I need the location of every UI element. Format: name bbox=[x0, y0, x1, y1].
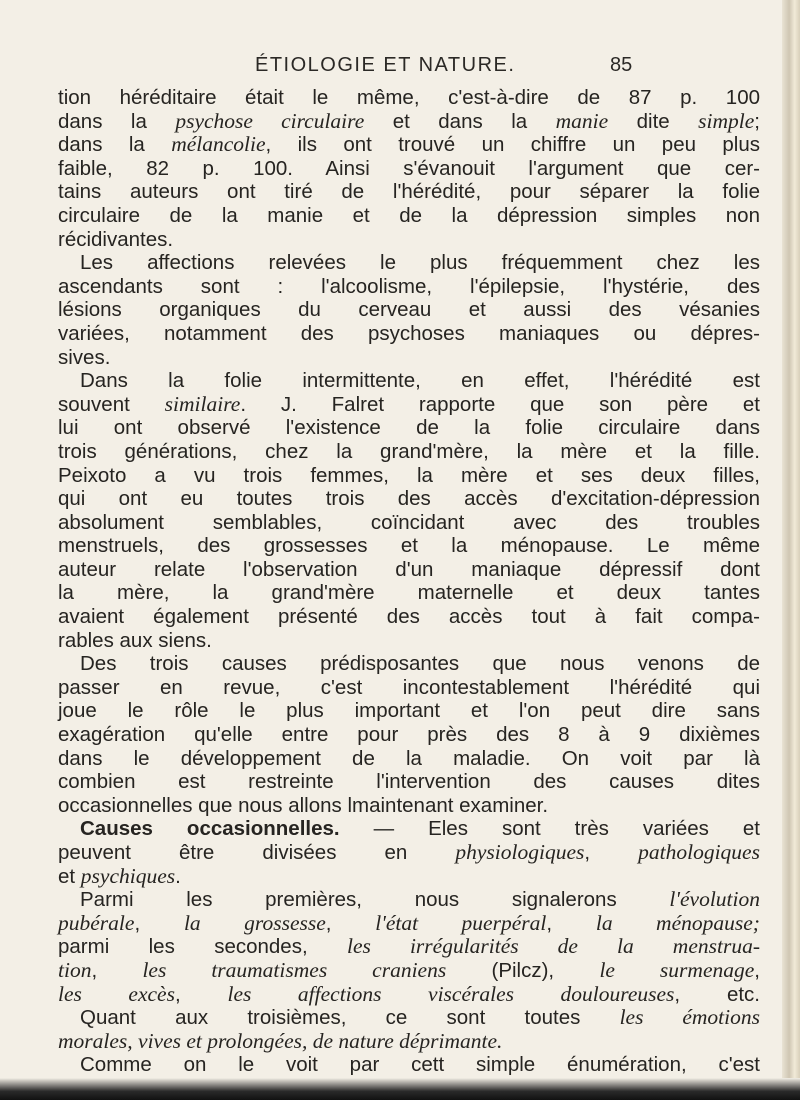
text-segment: Dans la folie intermittente, en effet, l'hérédité est bbox=[80, 369, 760, 393]
text-line bbox=[58, 440, 760, 464]
text-line bbox=[58, 180, 760, 204]
text-line bbox=[58, 369, 760, 393]
text-segment: dans la bbox=[58, 109, 176, 133]
italic-text: mélancolie bbox=[171, 132, 266, 157]
page-number: 85 bbox=[610, 54, 633, 76]
text-segment: absolument semblables, coïncidant avec des troubles bbox=[58, 510, 760, 534]
italic-text: pathologiques bbox=[638, 840, 760, 864]
text-line bbox=[58, 204, 760, 228]
text-segment: , bbox=[754, 958, 760, 982]
text-line bbox=[58, 1006, 760, 1030]
text-line bbox=[58, 251, 760, 275]
text-line bbox=[58, 1053, 760, 1077]
text-segment: Des trois causes prédisposantes que nous venons de bbox=[80, 652, 760, 676]
text-line bbox=[58, 794, 760, 818]
text-line bbox=[58, 983, 760, 1007]
text-segment: passer en revue, c'est incontestablement l'hérédité qui bbox=[58, 675, 760, 699]
text-segment: combien est restreinte l'intervention des causes dites bbox=[58, 770, 760, 794]
text-segment: — Eles sont très variées et bbox=[339, 817, 761, 841]
text-segment: et dans la bbox=[364, 109, 556, 133]
text-line bbox=[58, 464, 760, 488]
text-line bbox=[58, 1030, 760, 1054]
body-text bbox=[58, 86, 760, 1077]
italic-text: similaire bbox=[164, 391, 241, 416]
text-line bbox=[58, 888, 760, 912]
text-segment: occasionnelles que nous allons lmaintenant examiner. bbox=[58, 793, 549, 817]
page-edge-shadow bbox=[782, 0, 800, 1100]
italic-text: morales, vives et prolongées, de nature déprimante. bbox=[58, 1028, 503, 1053]
text-segment: faible, 82 p. 100. Ainsi s'évanouit l'argument que cer- bbox=[58, 156, 760, 180]
text-line bbox=[58, 416, 760, 440]
text-line bbox=[58, 865, 760, 889]
italic-text: les excès bbox=[58, 981, 175, 1006]
text-segment: circulaire de la manie et de la dépression simples non bbox=[58, 203, 760, 227]
text-segment: souvent bbox=[58, 392, 165, 416]
text-segment: sives. bbox=[58, 345, 111, 369]
text-line bbox=[58, 747, 760, 771]
text-line bbox=[58, 652, 760, 676]
text-line bbox=[58, 959, 760, 983]
text-segment: rables aux siens. bbox=[58, 628, 212, 652]
text-line bbox=[58, 581, 760, 605]
italic-text: l'évolution bbox=[669, 887, 760, 912]
text-line bbox=[58, 723, 760, 747]
italic-text: simple bbox=[698, 108, 755, 133]
italic-text: pubérale bbox=[58, 910, 135, 935]
text-line bbox=[58, 699, 760, 723]
text-segment: . J. Falret rapporte que son père et bbox=[240, 392, 760, 416]
text-segment: Quant aux troisièmes, ce sont toutes bbox=[80, 1006, 620, 1030]
italic-text: les affections viscérales douloureuses bbox=[227, 981, 675, 1006]
text-segment: , etc. bbox=[674, 982, 760, 1006]
text-line bbox=[58, 487, 760, 511]
text-segment: , bbox=[325, 911, 376, 935]
text-line bbox=[58, 935, 760, 959]
italic-text: l'état puerpéral bbox=[375, 910, 547, 935]
text-segment: , ils ont trouvé un chiffre un peu plus bbox=[265, 133, 760, 157]
text-line bbox=[58, 841, 760, 865]
text-segment: lui ont observé l'existence de la folie circulaire dans bbox=[58, 416, 760, 440]
page-bottom-shadow bbox=[0, 1078, 800, 1100]
text-segment: ; bbox=[754, 109, 760, 133]
text-line bbox=[58, 393, 760, 417]
italic-text: les irrégularités de la menstrua- bbox=[347, 934, 760, 959]
running-header bbox=[0, 50, 800, 80]
text-segment: Les affections relevées le plus fréquemment chez les bbox=[80, 251, 760, 275]
text-line bbox=[58, 275, 760, 299]
text-line bbox=[58, 629, 760, 653]
text-segment: variées, notamment des psychoses maniaques ou dépres- bbox=[58, 321, 760, 345]
text-line bbox=[58, 558, 760, 582]
text-segment: ascendants sont : l'alcoolisme, l'épilepsie, l'hystérie, des bbox=[58, 274, 760, 298]
italic-text: la ménopause; bbox=[595, 910, 760, 935]
italic-text: psychose circulaire bbox=[175, 108, 365, 133]
italic-text: psychiques bbox=[80, 863, 176, 888]
text-segment: dite bbox=[608, 109, 699, 133]
italic-text: les émotions bbox=[619, 1005, 760, 1030]
text-segment: parmi les secondes, bbox=[58, 935, 348, 959]
text-line bbox=[58, 322, 760, 346]
text-segment: Peixoto a vu trois femmes, la mère et ses deux filles, bbox=[58, 463, 760, 487]
italic-text: manie bbox=[555, 108, 609, 133]
text-segment: Parmi les premières, nous signalerons bbox=[80, 888, 670, 912]
text-line bbox=[58, 770, 760, 794]
italic-text: physiologiques bbox=[455, 840, 585, 864]
text-segment: lésions organiques du cerveau et aussi des vésanies bbox=[58, 298, 760, 322]
text-segment: joue le rôle le plus important et l'on peut dire sans bbox=[58, 699, 760, 723]
text-segment: qui ont eu toutes trois des accès d'excitation-dépression bbox=[58, 487, 760, 511]
text-segment: menstruels, des grossesses et la ménopause. Le même bbox=[58, 534, 760, 558]
text-line bbox=[58, 676, 760, 700]
text-segment: et bbox=[58, 864, 81, 888]
text-line bbox=[58, 133, 760, 157]
text-line bbox=[58, 605, 760, 629]
italic-text: le surmenage bbox=[599, 957, 755, 982]
section-heading: Causes occasionnelles. bbox=[80, 817, 340, 841]
text-line bbox=[58, 298, 760, 322]
text-segment: récidivantes. bbox=[58, 227, 174, 251]
text-line bbox=[58, 346, 760, 370]
text-segment: dans le développement de la maladie. On voit par là bbox=[58, 746, 760, 770]
text-segment: tion héréditaire était le même, c'est-à-dire de 87 p. 100 bbox=[58, 86, 760, 109]
text-line bbox=[58, 228, 760, 252]
running-title: ÉTIOLOGIE ET NATURE. bbox=[255, 54, 516, 76]
italic-text: tion bbox=[58, 957, 92, 982]
text-segment: tains auteurs ont tiré de l'hérédité, pour séparer la folie bbox=[58, 180, 760, 204]
text-segment: , bbox=[584, 841, 639, 864]
text-line bbox=[58, 86, 760, 110]
text-segment: , bbox=[134, 911, 184, 935]
text-segment: . bbox=[175, 864, 181, 888]
text-segment: exagération qu'elle entre pour près des 8 à 9 dixièmes bbox=[58, 723, 760, 747]
text-segment: avaient également présenté des accès tout à fait compa- bbox=[58, 605, 760, 629]
italic-text: les traumatismes craniens bbox=[142, 957, 447, 982]
text-line bbox=[58, 110, 760, 134]
text-segment: , bbox=[174, 982, 228, 1006]
text-line bbox=[58, 534, 760, 558]
text-line bbox=[58, 912, 760, 936]
text-segment: dans la bbox=[58, 133, 172, 157]
text-segment: la mère, la grand'mère maternelle et deux tantes bbox=[58, 581, 760, 605]
text-segment: peuvent être divisées en bbox=[58, 841, 456, 864]
text-segment: (Pilcz), bbox=[446, 958, 600, 982]
text-line bbox=[58, 511, 760, 535]
text-segment: Comme on le voit par cett simple énumération, c'est bbox=[80, 1053, 760, 1077]
text-line bbox=[58, 817, 760, 841]
text-segment: , bbox=[546, 911, 596, 935]
italic-text: la grossesse bbox=[183, 910, 326, 935]
text-line bbox=[58, 157, 760, 181]
text-segment: trois générations, chez la grand'mère, la mère et la fille. bbox=[58, 439, 760, 463]
text-segment: , bbox=[91, 958, 143, 982]
text-segment: auteur relate l'observation d'un maniaque dépressif dont bbox=[58, 557, 760, 581]
